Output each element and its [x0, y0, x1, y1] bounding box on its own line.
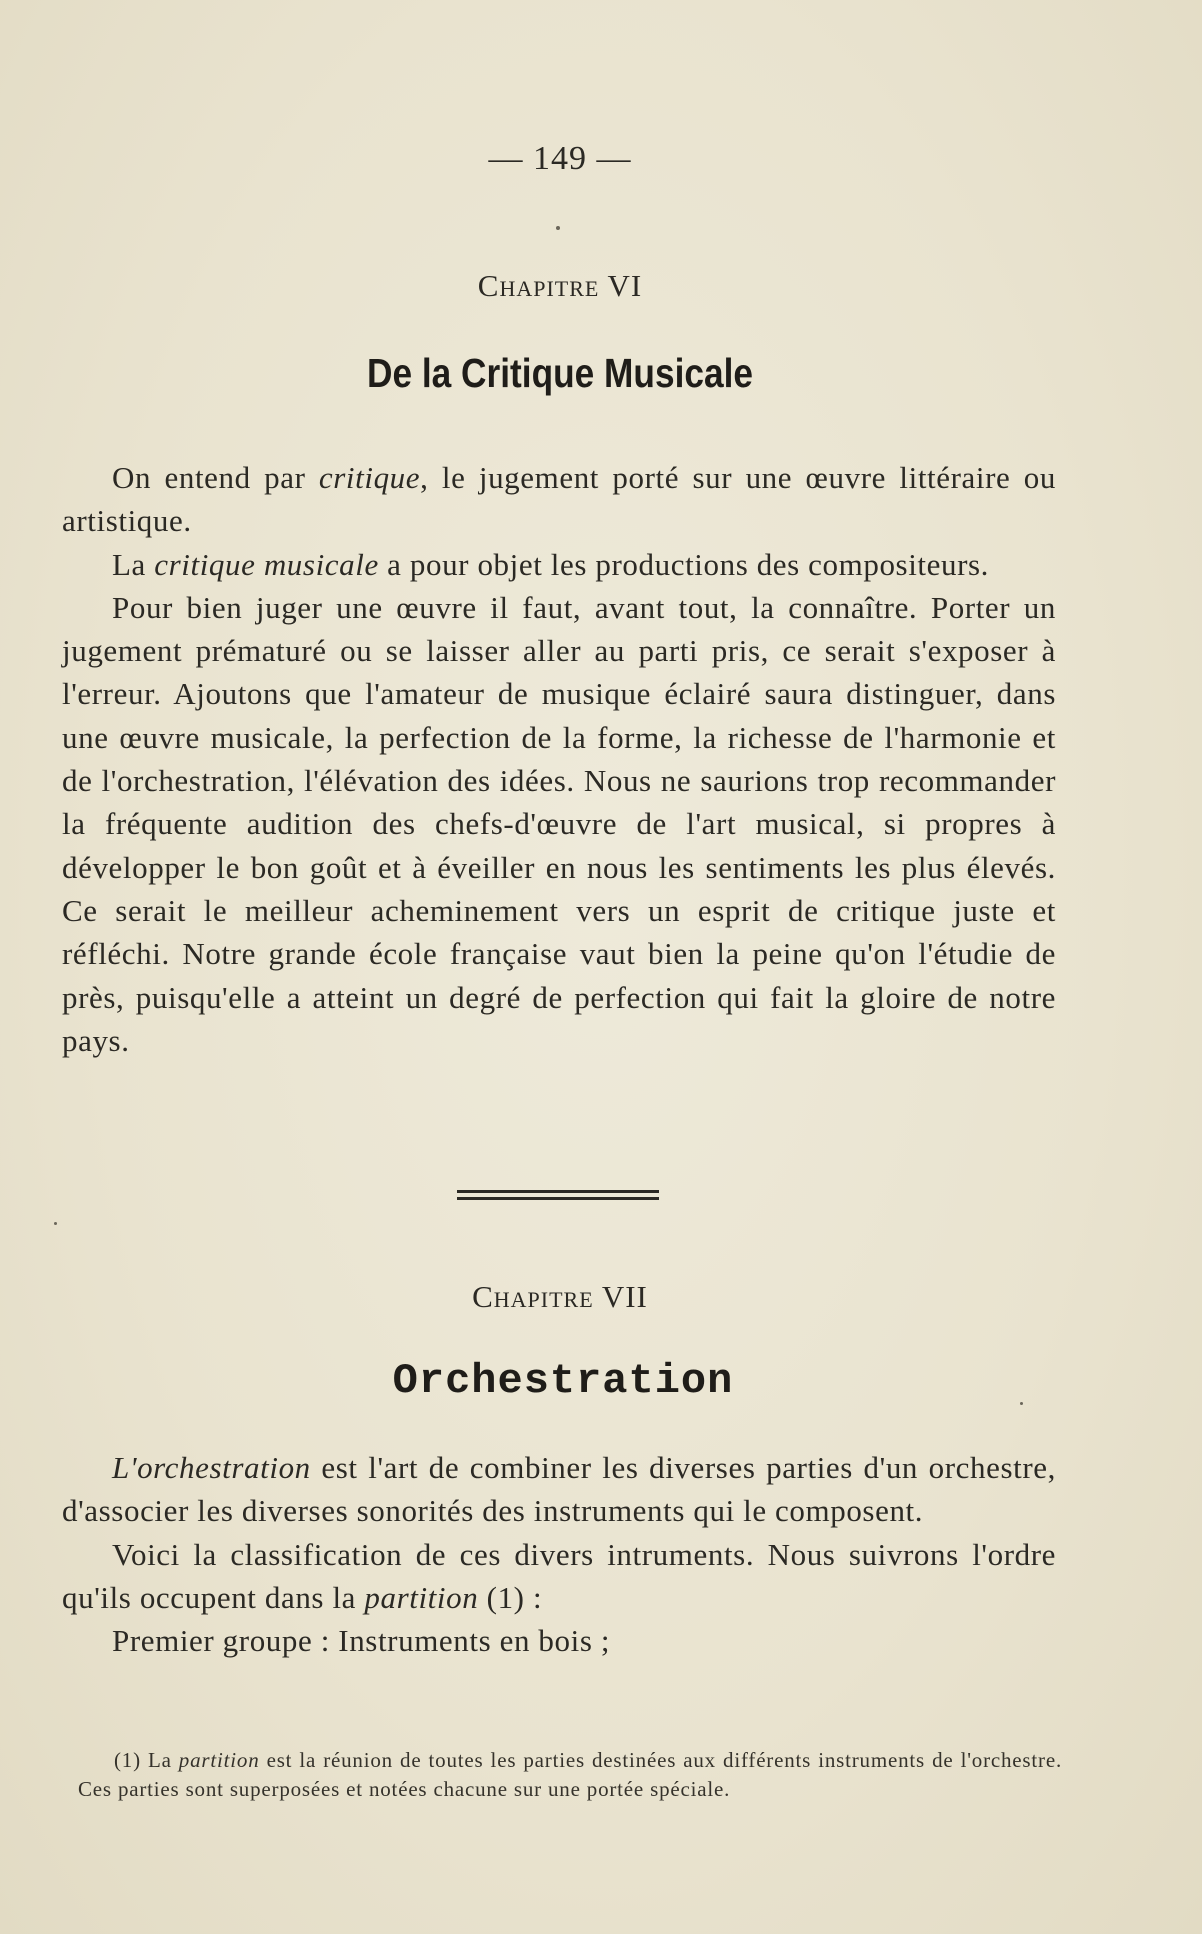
chapter-7-paragraph-1: L'orchestration est l'art de combiner les diverses parties d'un orchestre, d'associer les diverses sonorités des instruments qui le composent.: [62, 1450, 1056, 1529]
footnote-emphasis-partition: partition: [178, 1748, 260, 1772]
section-divider: [457, 1190, 659, 1200]
chapter-7-paragraph-2: Voici la classification de ces divers intruments. Nous suivrons l'ordre qu'ils occupent dans la partition (1) :: [62, 1536, 1056, 1615]
page-number: — 149 —: [488, 140, 632, 177]
emphasis-partition: partition: [364, 1579, 479, 1615]
chapter-7-title: Orchestration: [392, 1357, 734, 1405]
chapter-6-body: [62, 456, 1056, 1062]
emphasis-critique-musicale: critique musicale: [154, 546, 379, 582]
ink-speck: [54, 1222, 57, 1225]
chapter-6-title: De la Critique Musicale: [366, 350, 754, 396]
emphasis-orchestration: L'orchestration: [112, 1450, 311, 1485]
chapter-7-body: [62, 1446, 1056, 1662]
ink-speck: [556, 226, 560, 230]
emphasis-critique: critique: [318, 460, 421, 495]
footnote-text: (1) La partition est la réunion de toutes les parties destinées aux différents instruments de l'orchestre. Ces parties sont superposées et notées chacune sur une portée spéciale.: [78, 1748, 1062, 1801]
chapter-6-paragraph-3: Pour bien juger une œuvre il faut, avant tout, la connaître. Porter un jugement prématuré ou se laisser aller au parti pris, ce serait s'exposer à l'erreur. Ajoutons que l'amateur de musique éclairé saura distinguer, dans une œuvre musicale, la perfection de la forme, la richesse de l'harmonie et de l'orchestration, l'élévation des idées. Nous ne saurions trop recommander la fréquente audition des chefs-d'œuvre de l'art musical, si propres à développer le bon goût et à éveiller en nous les sentiments les plus élevés. Ce serait le meilleur acheminement vers un esprit de critique juste et réfléchi. Notre grande école française vaut bien la peine qu'on l'étudie de près, puisqu'elle a atteint un degré de perfection qui fait la gloire de notre pays.: [62, 589, 1056, 1058]
chapter-7-paragraph-3: Premier groupe : Instruments en bois ;: [112, 1623, 611, 1659]
footnote-marker: (1): [114, 1748, 148, 1772]
chapter-6-paragraph-1: On entend par critique, le jugement porté sur une œuvre littéraire ou artistique.: [62, 460, 1056, 539]
footnote: [78, 1746, 1062, 1804]
chapter-7-label: Chapitre VII: [472, 1279, 648, 1314]
chapter-6-label: Chapitre VI: [477, 268, 643, 303]
ink-speck: [1020, 1402, 1023, 1405]
chapter-6-paragraph-2: La critique musicale a pour objet les productions des compositeurs.: [112, 546, 990, 582]
